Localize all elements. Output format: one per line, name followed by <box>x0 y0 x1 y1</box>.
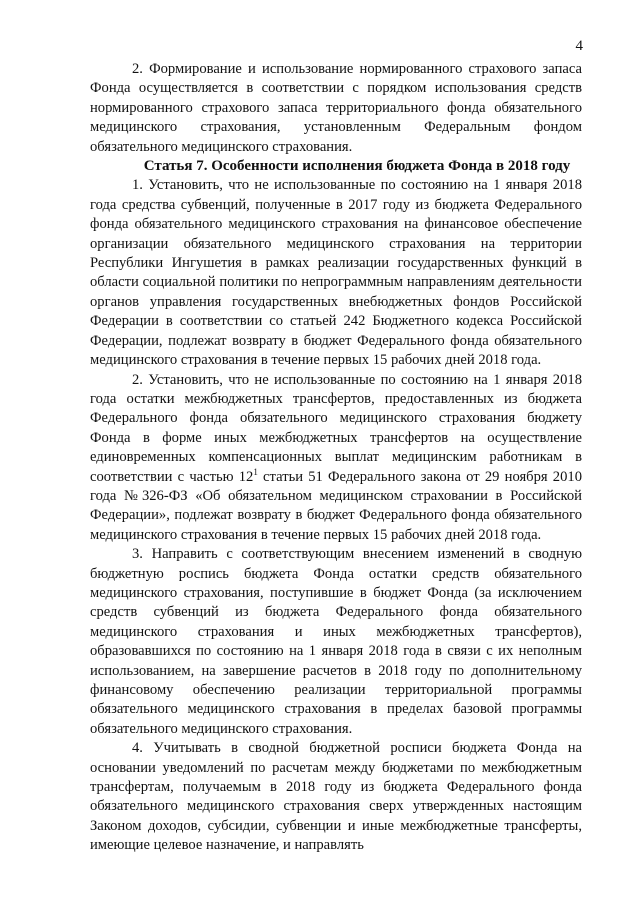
paragraph-intro: 2. Формирование и использование нормированного страхового запаса Фонда осуществляется в соответствии с порядком использования средств нормированного страхового запаса территориального фонда обязательного медицинского страхования, установленным Федеральным фондом обязательного медицинского страхования. <box>90 61 582 155</box>
document-body <box>90 60 582 856</box>
paragraph-2-text-end: статьи 51 Федерального закона от 29 ноября 2010 года №326-ФЗ «Об обязательном медицинском страховании в Российской Федерации», подлежат возврату в бюджет Федерального фонда обязательного медицинского страхования в течение первых 15 рабочих дней 2018 года. <box>90 468 582 543</box>
article-paragraph-2 <box>90 371 582 546</box>
article-paragraph-3: 3. Направить с соответствующим внесением изменений в сводную бюджетную роспись бюджета Фонда остатки средств обязательного медицинского страхования, поступившие в бюджет Фонда (за исключением средств субвенций из бюджета Федерального фонда обязательного медицинского страхования и иных межбюджетных трансфертов), образовавшихся по состоянию на 1 января 2018 года в связи с их неполным использованием, на завершение расчетов в 2018 году по дополнительному финансовому обеспечению реализации территориальной программы обязательного медицинского страхования в пределах базовой программы обязательного медицинского страхования. <box>90 546 582 737</box>
page-number: 4 <box>575 38 583 54</box>
paragraph-2-text-start: 2. Установить, что не использованные по состоянию на 1 января 2018 года остатки межбюджетных трансфертов, предоставленных из бюджета Федерального фонда обязательного медицинского страхования бюджету Фонда в форме иных межбюджетных трансфертов на осуществление единовременных компенсационных выплат медицинским работникам в соответствии с частью 12 <box>90 371 582 485</box>
superscript-part-number: 1 <box>253 466 258 477</box>
article-paragraph-4: 4. Учитывать в сводной бюджетной росписи бюджета Фонда на основании уведомлений по расчетам между бюджетами по межбюджетным трансфертам, получаемым в 2018 году из бюджета Федерального фонда обязательного медицинского страхования сверх утвержденных настоящим Законом доходов, субсидии, субвенции и иные межбюджетные трансферты, имеющие целевое назначение, и направлять <box>90 740 582 854</box>
article-paragraph-1: 1. Установить, что не использованные по состоянию на 1 января 2018 года средства субвенций, полученные в 2017 году из бюджета Федерального фонда обязательного медицинского страхования на финансовое обеспечение организации обязательного медицинского страхования на территории Республики Ингушетия в рамках реализации государственных функций в области социальной политики по непрограммным направлениям деятельности органов управления государственных внебюджетных фондов Российской Федерации в соответствии со статьей 242 Бюджетного кодекса Российской Федерации, подлежат возврату в бюджет Федерального фонда обязательного медицинского страхования в течение первых 15 рабочих дней 2018 года. <box>90 177 582 369</box>
article-heading: Статья 7. Особенности исполнения бюджета Фонда в 2018 году <box>143 158 571 175</box>
